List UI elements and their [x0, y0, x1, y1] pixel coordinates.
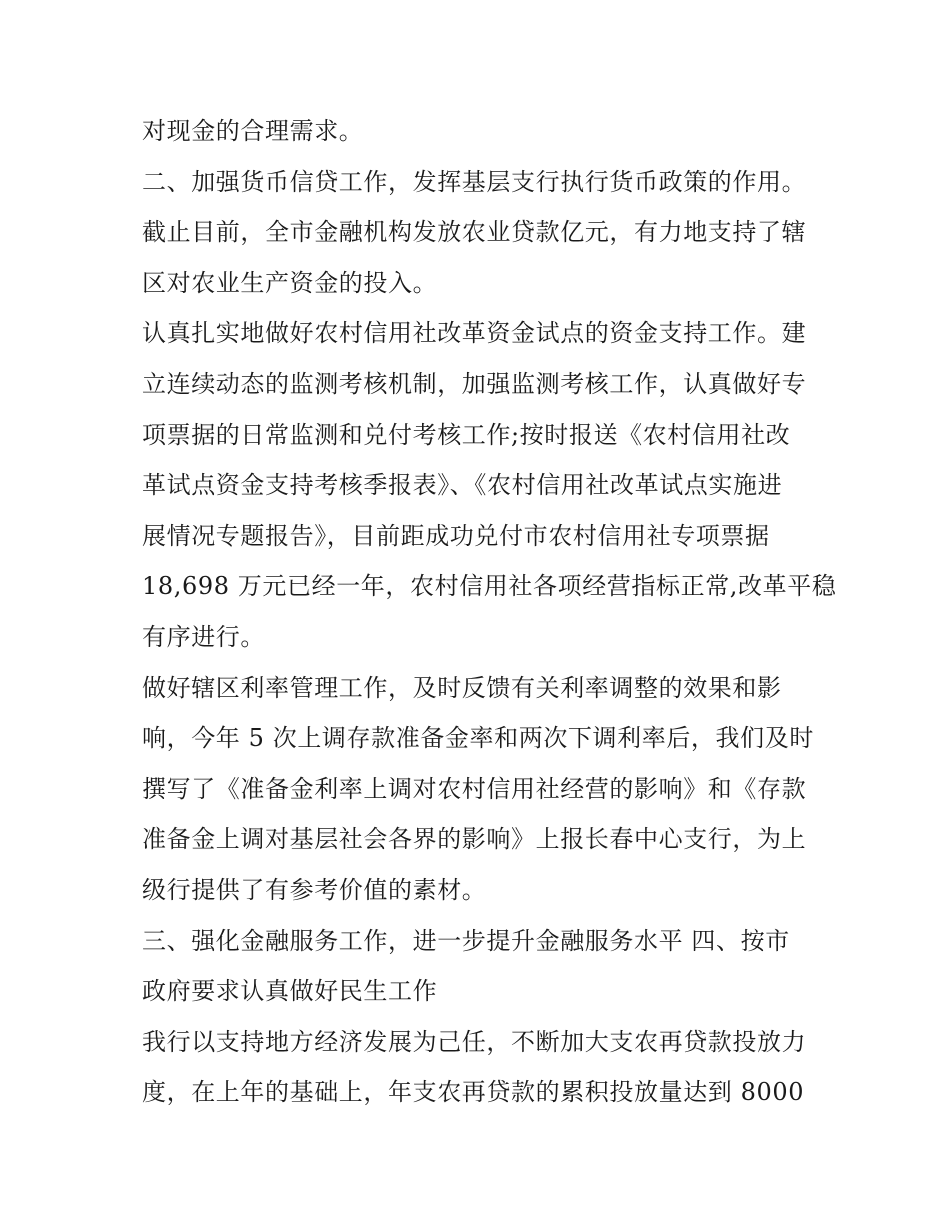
- text-line: 革试点资金支持考核季报表》、《农村信用社改革试点实施进: [142, 471, 783, 500]
- paragraph-7: [142, 1017, 822, 1118]
- text-line: 做好辖区利率管理工作，及时反馈有关利率调整的效果和影: [142, 673, 782, 702]
- text-line: 我行以支持地方经济发展为己任，不断加大支农再贷款投放力: [142, 1027, 807, 1056]
- document-body: [142, 106, 837, 1118]
- text-line: 立连续动态的监测考核机制，加强监测考核工作，认真做好专: [142, 369, 807, 398]
- paragraph-5: [142, 663, 822, 916]
- text-line: 三、强化金融服务工作，进一步提升金融服务水平 四、按市: [142, 926, 790, 955]
- paragraph-2-heading: [142, 157, 822, 208]
- text-line: 撰写了《准备金利率上调对农村信用社经营的影响》和《存款: [142, 774, 807, 803]
- text-line: 认真扎实地做好农村信用社改革资金试点的资金支持工作。建: [142, 319, 807, 348]
- paragraph-6-heading: [142, 916, 822, 1017]
- text-line: 度，在上年的基础上，年支农再贷款的累积投放量达到 8000: [142, 1078, 805, 1107]
- text-line: 18,698 万元已经一年，农村信用社各项经营指标正常,改革平稳: [142, 572, 837, 601]
- text-line: 准备金上调对基层社会各界的影响》上报长春中心支行，为上: [142, 825, 807, 854]
- paragraph-3: [142, 207, 822, 308]
- text-line: 政府要求认真做好民生工作: [142, 977, 438, 1006]
- text-line: 截止目前，全市金融机构发放农业贷款亿元，有力地支持了辖: [142, 218, 807, 247]
- text-line: 项票据的日常监测和兑付考核工作;按时报送《农村信用社改: [142, 420, 791, 449]
- paragraph-1: [142, 106, 822, 157]
- text-line: 展情况专题报告》，目前距成功兑付市农村信用社专项票据: [142, 521, 770, 550]
- text-line: 响，今年 5 次上调存款准备金率和两次下调利率后，我们及时: [142, 724, 814, 753]
- text-line: 有序进行。: [142, 622, 265, 651]
- text-line: 区对农业生产资金的投入。: [142, 268, 438, 297]
- text-line: 二、加强货币信贷工作，发挥基层支行执行货币政策的作用。: [142, 167, 807, 196]
- text-line: 对现金的合理需求。: [142, 117, 364, 145]
- text-line: 级行提供了有参考价值的素材。: [142, 875, 487, 904]
- paragraph-4: [142, 308, 837, 662]
